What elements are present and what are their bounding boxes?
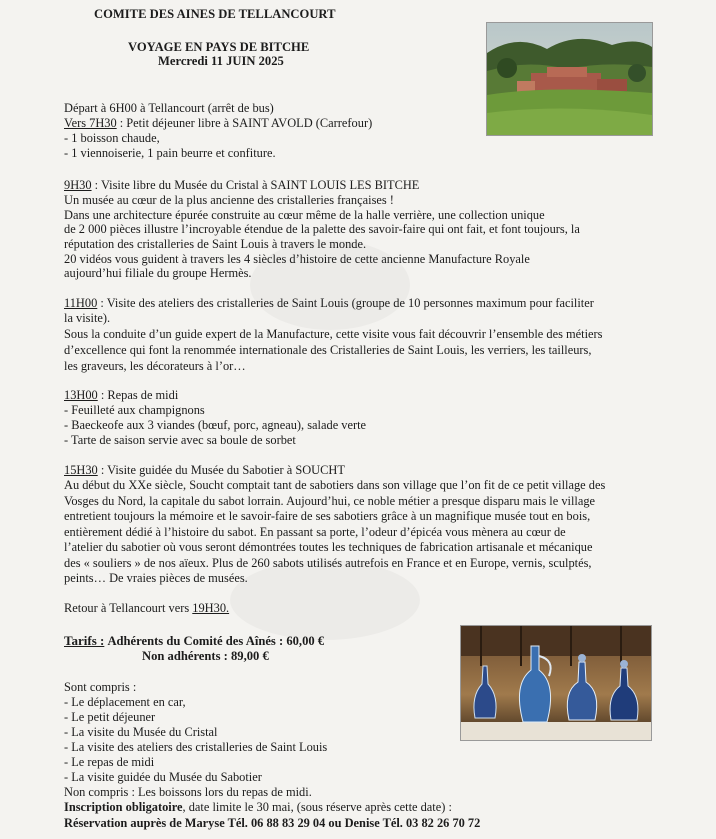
included-item: - Le repas de midi bbox=[64, 755, 155, 769]
menu-item: - Baeckeofe aux 3 viandes (bœuf, porc, agneau), salade verte bbox=[64, 418, 367, 432]
included-item: - La visite des ateliers des cristalleries de Saint Louis bbox=[64, 740, 328, 754]
section-text-line: Au début du XXe siècle, Soucht comptait tant de sabotiers dans son village que l’on fit de ce petit village des bbox=[64, 478, 606, 492]
return-line bbox=[64, 601, 229, 616]
breakfast-item: - 1 boisson chaude, bbox=[64, 131, 160, 145]
reservation-contacts: Réservation auprès de Maryse Tél. 06 88 83 29 04 ou Denise Tél. 03 82 26 70 72 bbox=[64, 816, 481, 830]
section-text-line: 20 vidéos vous guident à travers les 4 siècles d’histoire de cette ancienne Manufacture Royale bbox=[64, 252, 530, 266]
trip-title: VOYAGE EN PAYS DE BITCHE bbox=[128, 40, 310, 54]
section-heading bbox=[64, 296, 594, 311]
tariff-label: Tarifs : bbox=[64, 633, 105, 648]
section-heading bbox=[64, 388, 178, 403]
included-item: - Le petit déjeuner bbox=[64, 710, 156, 724]
breakfast-time: Vers 7H30 bbox=[64, 116, 117, 130]
section-text-line: les graveurs, les décorateurs à l’or… bbox=[64, 359, 246, 373]
section-text-line: entretient toujours la mémoire et le savoir-faire de ses sabotiers grâce à un magnifique musée tout en bois, bbox=[64, 509, 591, 523]
section-title: : Repas de midi bbox=[97, 388, 179, 402]
included-item: - La visite du Musée du Cristal bbox=[64, 725, 218, 739]
section-text-line: aujourd’hui filiale du groupe Hermès. bbox=[64, 266, 252, 280]
tariff-line bbox=[64, 633, 324, 649]
tariff-non-members: Non adhérents : 89,00 € bbox=[142, 649, 269, 663]
not-included-line: Non compris : Les boissons lors du repas de midi. bbox=[64, 785, 312, 799]
included-title: Sont compris : bbox=[64, 680, 137, 694]
section-heading bbox=[64, 463, 345, 478]
section-heading bbox=[64, 178, 419, 193]
inscription-details: , date limite le 30 mai, (sous réserve après cette date) : bbox=[182, 800, 452, 814]
breakfast-item: - 1 viennoiserie, 1 pain beurre et confiture. bbox=[64, 146, 276, 160]
section-time: 9H30 bbox=[64, 178, 92, 192]
crystal-carafes-photo bbox=[460, 625, 652, 741]
tariff-members: Adhérents du Comité des Aînés : 60,00 € bbox=[107, 634, 325, 648]
section-text-line: la visite). bbox=[64, 311, 111, 325]
section-text-line: peints… De vraies pièces de musées. bbox=[64, 571, 248, 585]
return-time: 19H30. bbox=[192, 601, 230, 615]
section-title: : Visite des ateliers des cristalleries de Saint Louis (groupe de 10 personnes maximum pour faciliter bbox=[97, 296, 594, 310]
section-text-line: entièrement dédié à l’histoire du sabot. En passant sa porte, l’odeur d’épicéa vous mènera au cœur de bbox=[64, 525, 566, 539]
section-text-line: Un musée au cœur de la plus ancienne des cristalleries françaises ! bbox=[64, 193, 394, 207]
section-text-line: Vosges du Nord, la capitale du sabot lorrain. Aujourd’hui, ce noble métier a presque disparu mais le village bbox=[64, 494, 596, 508]
departure-line: Départ à 6H00 à Tellancourt (arrêt de bus) bbox=[64, 101, 274, 115]
section-title: : Visite guidée du Musée du Sabotier à SOUCHT bbox=[97, 463, 345, 477]
trip-date: Mercredi 11 JUIN 2025 bbox=[158, 54, 284, 68]
section-time: 15H30 bbox=[64, 463, 98, 477]
section-text-line: des « souliers » de nos aïeux. Plus de 260 sabots utilisés autrefois en France et en Europe, vernis, sculptés, bbox=[64, 556, 592, 570]
cristallerie-landscape-photo bbox=[486, 22, 653, 136]
included-item: - La visite guidée du Musée du Sabotier bbox=[64, 770, 262, 784]
section-text-line: Dans une architecture épurée construite au cœur même de la halle verrière, une collection unique bbox=[64, 208, 545, 222]
scan-shadow bbox=[230, 560, 420, 640]
section-text-line: de 2 000 pièces illustre l’incroyable étendue de la palette des savoir-faire qui ont fait, et font toujours, la bbox=[64, 222, 580, 236]
section-time: 13H00 bbox=[64, 388, 98, 402]
section-title: : Visite libre du Musée du Cristal à SAINT LOUIS LES BITCHE bbox=[91, 178, 420, 192]
breakfast-line bbox=[64, 116, 372, 131]
section-text-line: réputation des cristalleries de Saint Louis à travers le monde. bbox=[64, 237, 367, 251]
inscription-label: Inscription obligatoire bbox=[64, 800, 183, 814]
section-time: 11H00 bbox=[64, 296, 98, 310]
organization-name: COMITE DES AINES DE TELLANCOURT bbox=[94, 7, 336, 21]
menu-item: - Feuilleté aux champignons bbox=[64, 403, 205, 417]
section-text-line: Sous la conduite d’un guide expert de la Manufacture, cette visite vous fait découvrir l’ensemble des métiers bbox=[64, 327, 603, 341]
section-text-line: d’excellence qui font la renommée internationale des Cristalleries de Saint Louis, les verriers, les tailleurs, bbox=[64, 343, 592, 357]
section-text-line: l’atelier du sabotier où vous seront démontrées toutes les techniques de fabrication artisanale et mécanique bbox=[64, 540, 593, 554]
return-text: Retour à Tellancourt vers bbox=[64, 601, 193, 615]
inscription-line bbox=[64, 800, 452, 815]
breakfast-desc: : Petit déjeuner libre à SAINT AVOLD (Carrefour) bbox=[116, 116, 373, 130]
included-item: - Le déplacement en car, bbox=[64, 695, 186, 709]
menu-item: - Tarte de saison servie avec sa boule de sorbet bbox=[64, 433, 296, 447]
